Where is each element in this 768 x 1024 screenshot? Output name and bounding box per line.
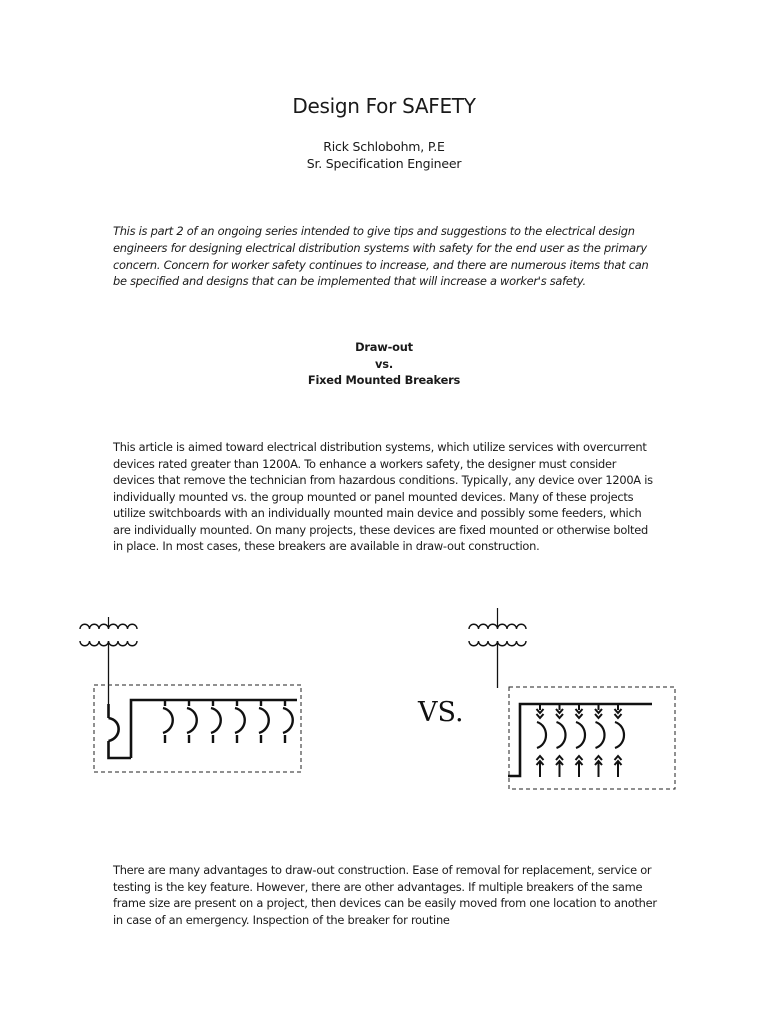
author-name: Rick Schlobohm, P.E bbox=[323, 139, 445, 154]
fixed-mounted-breakers-figure bbox=[80, 617, 301, 772]
fixed-feeder-breaker bbox=[163, 700, 173, 743]
drawout-feeder-breaker bbox=[615, 704, 625, 777]
left-transformer-icon bbox=[80, 617, 137, 704]
fixed-feeder-breaker bbox=[187, 700, 197, 743]
fixed-feeder-breaker bbox=[283, 700, 293, 743]
body-paragraph-2: There are many advantages to draw-out construction. Ease of removal for replacement, service or testing is the key feature. However, there are other advantages. If multiple breakers of the same frame size are present on a project, then devices can be easily moved from one location to another in case of an emergency. Inspection of the breaker for routine bbox=[113, 863, 657, 927]
drawout-feeder-breaker bbox=[576, 704, 586, 777]
vs-label: VS. bbox=[418, 697, 464, 728]
intro-paragraph: This is part 2 of an ongoing series intended to give tips and suggestions to the electrical design engineers for designing electrical distribution systems with safety for the end user as the primary concern. Concern for worker safety continues to increase, and there are numerous items that can be specified and designs that can be implemented that will increase a worker's safety. bbox=[113, 224, 649, 289]
breaker-comparison-diagram bbox=[0, 600, 768, 800]
draw-out-breakers-figure bbox=[469, 608, 675, 789]
section-heading-line-3: Fixed Mounted Breakers bbox=[307, 373, 461, 387]
left-main-breaker-symbol bbox=[109, 704, 132, 758]
left-feeder-breakers bbox=[163, 700, 293, 743]
drawout-feeder-breaker bbox=[537, 704, 547, 777]
section-heading bbox=[0, 339, 768, 389]
drawout-feeder-breaker bbox=[556, 704, 566, 777]
body-paragraph-1: This article is aimed toward electrical distribution systems, which utilize services with overcurrent devices rated greater than 1200A. To enhance a workers safety, the designer must consider devices that remove the technician from hazardous conditions. Typically, any device over 1200A is individually mounted vs. the group mounted or panel mounted devices. Many of these projects utilize switchboards with an individually mounted main device and possibly some feeders, which are individually mounted. On many projects, these devices are fixed mounted or otherwise bolted in place. In most cases, these breakers are available in draw-out construction. bbox=[113, 440, 653, 553]
author-block bbox=[0, 138, 768, 172]
page-title: Design For SAFETY bbox=[292, 94, 476, 118]
drawout-feeder-breaker bbox=[595, 704, 605, 777]
fixed-feeder-breaker bbox=[211, 700, 221, 743]
author-role: Sr. Specification Engineer bbox=[306, 156, 462, 171]
section-heading-line-2: vs. bbox=[375, 356, 393, 371]
right-drawout-breakers bbox=[537, 704, 625, 777]
fixed-feeder-breaker bbox=[259, 700, 269, 743]
fixed-feeder-breaker bbox=[235, 700, 245, 743]
right-transformer-icon bbox=[469, 608, 526, 688]
section-heading-line-1: Draw-out bbox=[355, 340, 413, 354]
right-enclosure-dashed-box bbox=[509, 687, 675, 789]
